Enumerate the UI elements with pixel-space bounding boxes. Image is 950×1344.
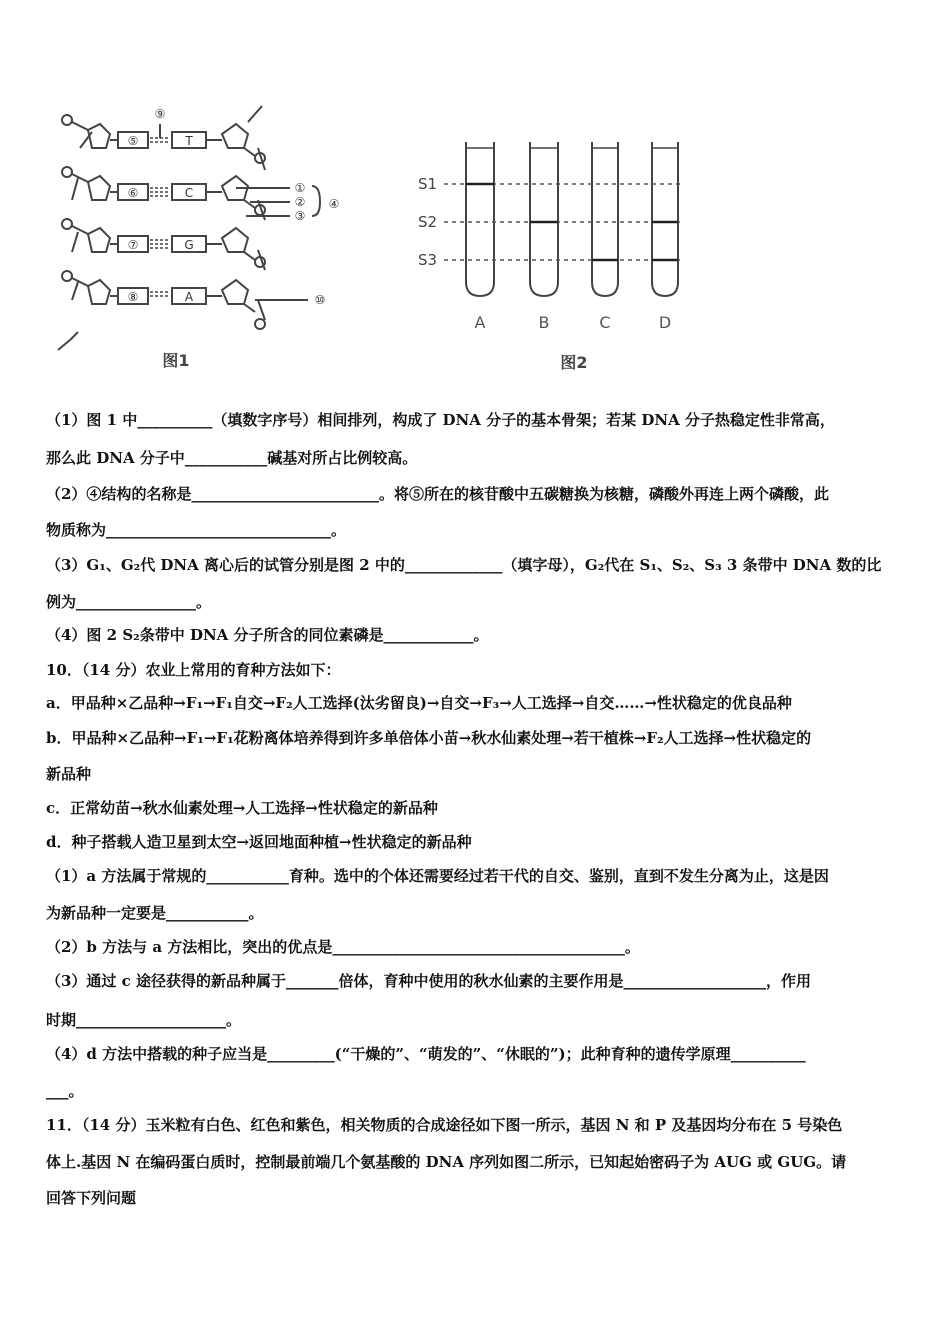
base-label: T <box>185 134 193 148</box>
base-label: A <box>184 290 194 304</box>
q11-line-1: 11．（14 分）玉米粒有白色、红色和紫色，相关物质的合成途径如下图一所示，基因 N 和 P 及基因均分布在 5 号染色 <box>46 1116 843 1134</box>
q10-method-a: a．甲品种×乙品种→F₁→F₁自交→F₂人工选择(汰劣留良)→自交→F₃→人工选择→自交……→性状稳定的优良品种 <box>46 694 792 712</box>
q11-line-3: 回答下列问题 <box>46 1189 137 1207</box>
callout-label: ① <box>294 181 306 195</box>
band-label: S3 <box>418 251 438 269</box>
tube-label: A <box>474 313 486 332</box>
tube-label: D <box>658 313 672 332</box>
callout-label: ③ <box>294 209 306 223</box>
q9-line-7: （4）图 2 S₂条带中 DNA 分子所含的同位素磷是____________。 <box>46 626 489 644</box>
q9-line-2: 那么此 DNA 分子中___________碱基对所占比例较高。 <box>46 449 418 467</box>
q9-line-4: 物质称为______________________________。 <box>46 521 347 539</box>
left-label: ⑥ <box>127 186 139 200</box>
q9-line-3: （2）④结构的名称是_________________________。将⑤所在的核苷酸中五碳糖换为核糖，磷酸外再连上两个磷酸，此 <box>46 485 829 503</box>
left-label: ⑦ <box>127 238 139 252</box>
q10-sub-3-line-1: （3）通过 c 途径获得的新品种属于_______倍体，育种中使用的秋水仙素的主要作用是___________________，作用 <box>46 972 812 990</box>
figure-1-dna-structure <box>50 100 350 380</box>
q10-method-c: c．正常幼苗→秋水仙素处理→人工选择→性状稳定的新品种 <box>46 799 438 817</box>
callout-label: ④ <box>328 197 340 211</box>
q10-sub-1-line-2: 为新品种一定要是___________。 <box>46 904 264 922</box>
q10-method-b-line-2: 新品种 <box>46 765 92 783</box>
base-label: C <box>184 186 194 200</box>
left-label: ⑤ <box>127 134 139 148</box>
q10-title: 10．（14 分）农业上常用的育种方法如下： <box>46 661 341 679</box>
callout-label: ⑨ <box>154 107 166 121</box>
band-label: S1 <box>418 175 438 193</box>
q10-sub-4-line-1: （4）d 方法中搭载的种子应当是_________(“干燥的”、“萌发的”、“休眠的”)；此种育种的遗传学原理__________ <box>46 1045 806 1063</box>
q10-sub-1-line-1: （1）a 方法属于常规的___________育种。选中的个体还需要经过若干代的自交、鉴别，直到不发生分离为止，这是因 <box>46 867 829 885</box>
base-label: G <box>184 238 194 252</box>
q9-line-5: （3）G₁、G₂代 DNA 离心后的试管分别是图 2 中的_____________（填字母），G₂代在 S₁、S₂、S₃ 3 条带中 DNA 数的比 <box>46 556 882 574</box>
q10-sub-4-line-2: ___。 <box>46 1082 84 1100</box>
figure-2-caption: 图2 <box>560 353 588 372</box>
band-label: S2 <box>418 213 438 231</box>
q10-method-b-line-1: b．甲品种×乙品种→F₁→F₁花粉离体培养得到许多单倍体小苗→秋水仙素处理→若干植株→F₂人工选择→性状稳定的 <box>46 729 812 747</box>
tube-label: B <box>538 313 550 332</box>
callout-label: ⑩ <box>314 293 326 307</box>
tube-label: C <box>599 313 611 332</box>
figure-1-caption: 图1 <box>162 351 190 370</box>
q10-sub-2: （2）b 方法与 a 方法相比，突出的优点是_______________________________________。 <box>46 938 640 956</box>
q11-line-2: 体上.基因 N 在编码蛋白质时，控制最前端几个氨基酸的 DNA 序列如图二所示，已知起始密码子为 AUG 或 GUG。请 <box>46 1153 847 1171</box>
q10-method-d: d．种子搭载人造卫星到太空→返回地面种植→性状稳定的新品种 <box>46 833 472 851</box>
figure-2-centrifuge-tubes <box>410 132 700 382</box>
q10-sub-3-line-2: 时期____________________。 <box>46 1011 242 1029</box>
q9-line-1: （1）图 1 中__________（填数字序号）相间排列，构成了 DNA 分子的基本骨架；若某 DNA 分子热稳定性非常高， <box>46 411 835 429</box>
callout-label: ② <box>294 195 306 209</box>
left-label: ⑧ <box>127 290 139 304</box>
q9-line-6: 例为________________。 <box>46 593 212 611</box>
